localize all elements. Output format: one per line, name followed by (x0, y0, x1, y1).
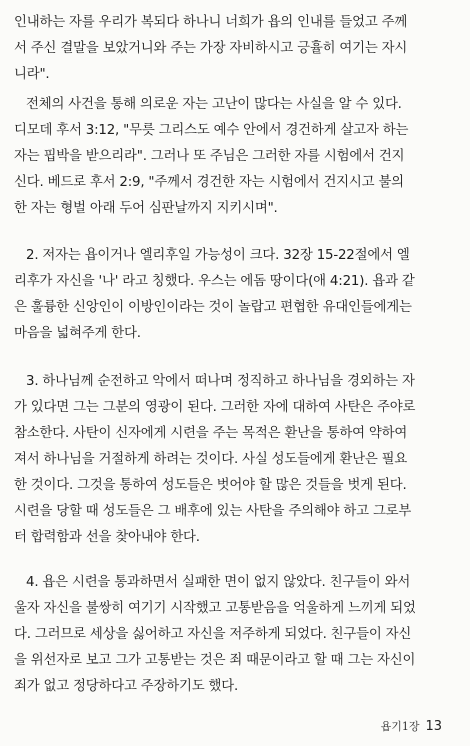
running-head: 욥기1장 (380, 720, 420, 733)
text-line: 3. 하나님께 순전하고 악에서 떠나며 정직하고 하나님을 경외하는 자 (26, 374, 415, 389)
text-line: 시련을 당할 때 성도들은 그 배후에 있는 사탄을 주의해야 하고 그로부 (14, 504, 412, 519)
text-line: 참소한다. 사탄이 신자에게 시련을 주는 목적은 환난을 통하여 약하여 (14, 426, 408, 441)
page-footer (381, 718, 442, 734)
text-line: 한 자는 형벌 아래 두어 심판날까지 지키시며". (14, 201, 278, 216)
text-line: 니라". (14, 67, 50, 82)
text-line: 져서 하나님을 거절하게 하려는 것이다. 사실 성도들에게 환난은 필요 (14, 452, 408, 467)
page-number: 13 (425, 719, 442, 734)
text-line: 죄가 없고 정당하다고 주장하기도 했다. (14, 679, 239, 694)
text-line: 신다. 베드로 후서 2:9, "주께서 경건한 자는 시험에서 건지시고 불의 (14, 175, 404, 190)
text-line: 을 위선자로 보고 그가 고통받는 것은 죄 때문이라고 할 때 그는 자신이 (14, 653, 416, 668)
text-line: 전체의 사건을 통해 의로운 자는 고난이 많다는 사실을 알 수 있다. (26, 97, 402, 112)
text-line: 가 있다면 그는 그분의 영광이 된다. 그러한 자에 대하여 사탄은 주야로 (14, 400, 416, 415)
text-line: 리후가 자신을 '나' 라고 칭했다. 우스는 에돔 땅이다(애 4:21). 욥과 같 (14, 274, 415, 289)
text-line: 자는 핍박을 받으리라". 그러나 또 주님은 그러한 자를 시험에서 건지 (14, 149, 405, 164)
text-line: 은 훌륭한 신앙인이 이방인이라는 것이 놀랍고 편협한 유대인들에게는 (14, 300, 412, 315)
text-line: 다. 그러므로 세상을 싫어하고 자신을 저주하게 되었다. 친구들이 자신 (14, 627, 412, 642)
text-line: 마음을 넓혀주게 한다. (14, 326, 141, 341)
text-line: 4. 욥은 시련을 통과하면서 실패한 면이 없지 않았다. 친구들이 와서 (26, 575, 411, 590)
text-line: 터 합력함과 선을 찾아내야 한다. (14, 530, 200, 545)
text-line: 인내하는 자를 우리가 복되다 하나니 너희가 욥의 인내를 들었고 주께 (14, 15, 408, 30)
text-line: 2. 저자는 욥이거나 엘리후일 가능성이 크다. 32장 15-22절에서 엘 (26, 248, 410, 263)
text-line: 한 것이다. 그것을 통하여 성도들은 벗어야 할 많은 것들을 벗게 된다. (14, 478, 407, 493)
text-line: 디모데 후서 3:12, "무릇 그리스도 예수 안에서 경건하게 살고자 하는 (14, 123, 409, 138)
text-line: 울자 자신을 불쌍히 여기기 시작했고 고통받음을 억울하게 느끼게 되었 (14, 601, 416, 616)
text-line: 서 주신 결말을 보았거니와 주는 가장 자비하시고 긍휼히 여기는 자시 (14, 41, 408, 56)
